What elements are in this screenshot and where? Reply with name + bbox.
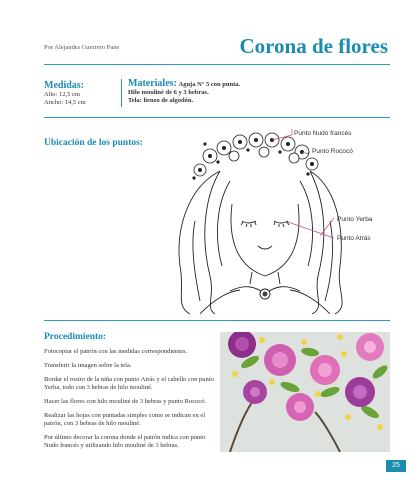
- procedure-step: Hacer las flores con hilo mouliné de 3 hebras y punto Rococó.: [44, 398, 207, 405]
- divider-top: [44, 64, 390, 65]
- divider-vertical: [121, 79, 122, 107]
- divider-bottom: [44, 320, 390, 321]
- materials-block: [128, 80, 240, 105]
- procedure-step: Bordar el rostro de la niña con punto Atrás y el cabello con punto Yerba, todo con 3 hebras de hilo mouliné.: [44, 376, 214, 391]
- measures-label: Medidas:: [44, 80, 84, 91]
- materials-line2: Hilo mouliné de 6 y 3 hebras.: [128, 89, 209, 96]
- callout-yerba: Punto Yerba: [337, 216, 373, 223]
- procedure-steps: [44, 348, 214, 456]
- callout-rococo: Punto Rococó: [312, 148, 353, 155]
- measures-block: [44, 80, 86, 107]
- callout-line-atras: [288, 222, 334, 238]
- procedure-step: Fotocopiar el patrón con las medidas correspondientes.: [44, 348, 188, 355]
- embroidery-photo: [220, 332, 390, 452]
- measures-height: Alto: 12,5 cm: [44, 91, 80, 98]
- author-credit: Por Alejandra Guerrero Pane: [44, 44, 120, 51]
- materials-line1: Aguja N° 5 con punta.: [178, 81, 241, 88]
- stitches-heading: Ubicación de los puntos:: [44, 138, 143, 148]
- callout-atras: Punto Atrás: [337, 235, 371, 242]
- procedure-heading: Procedimiento:: [44, 332, 107, 342]
- page-number: 25: [386, 460, 406, 472]
- procedure-step: Por último decorar la corona donde el patrón indica con punto Nudo francés y utilizando hilo mouliné de 3 hebras.: [44, 434, 206, 449]
- callout-french-knot: Punto Nudo francés: [294, 130, 352, 137]
- measures-width: Ancho: 14,5 cm: [44, 99, 86, 106]
- materials-line3: Tela: lienzo de algodón.: [128, 97, 194, 104]
- materials-label: Materiales:: [128, 78, 177, 89]
- divider-middle: [44, 117, 390, 118]
- procedure-step: Transferir la imagen sobre la tela.: [44, 362, 132, 369]
- procedure-step: Realizar las hojas con puntadas simples como se indican en el patrón, con 3 hebras de hilo mouliné.: [44, 412, 206, 427]
- pattern-illustration: [160, 126, 420, 316]
- page-title: Corona de flores: [239, 34, 388, 58]
